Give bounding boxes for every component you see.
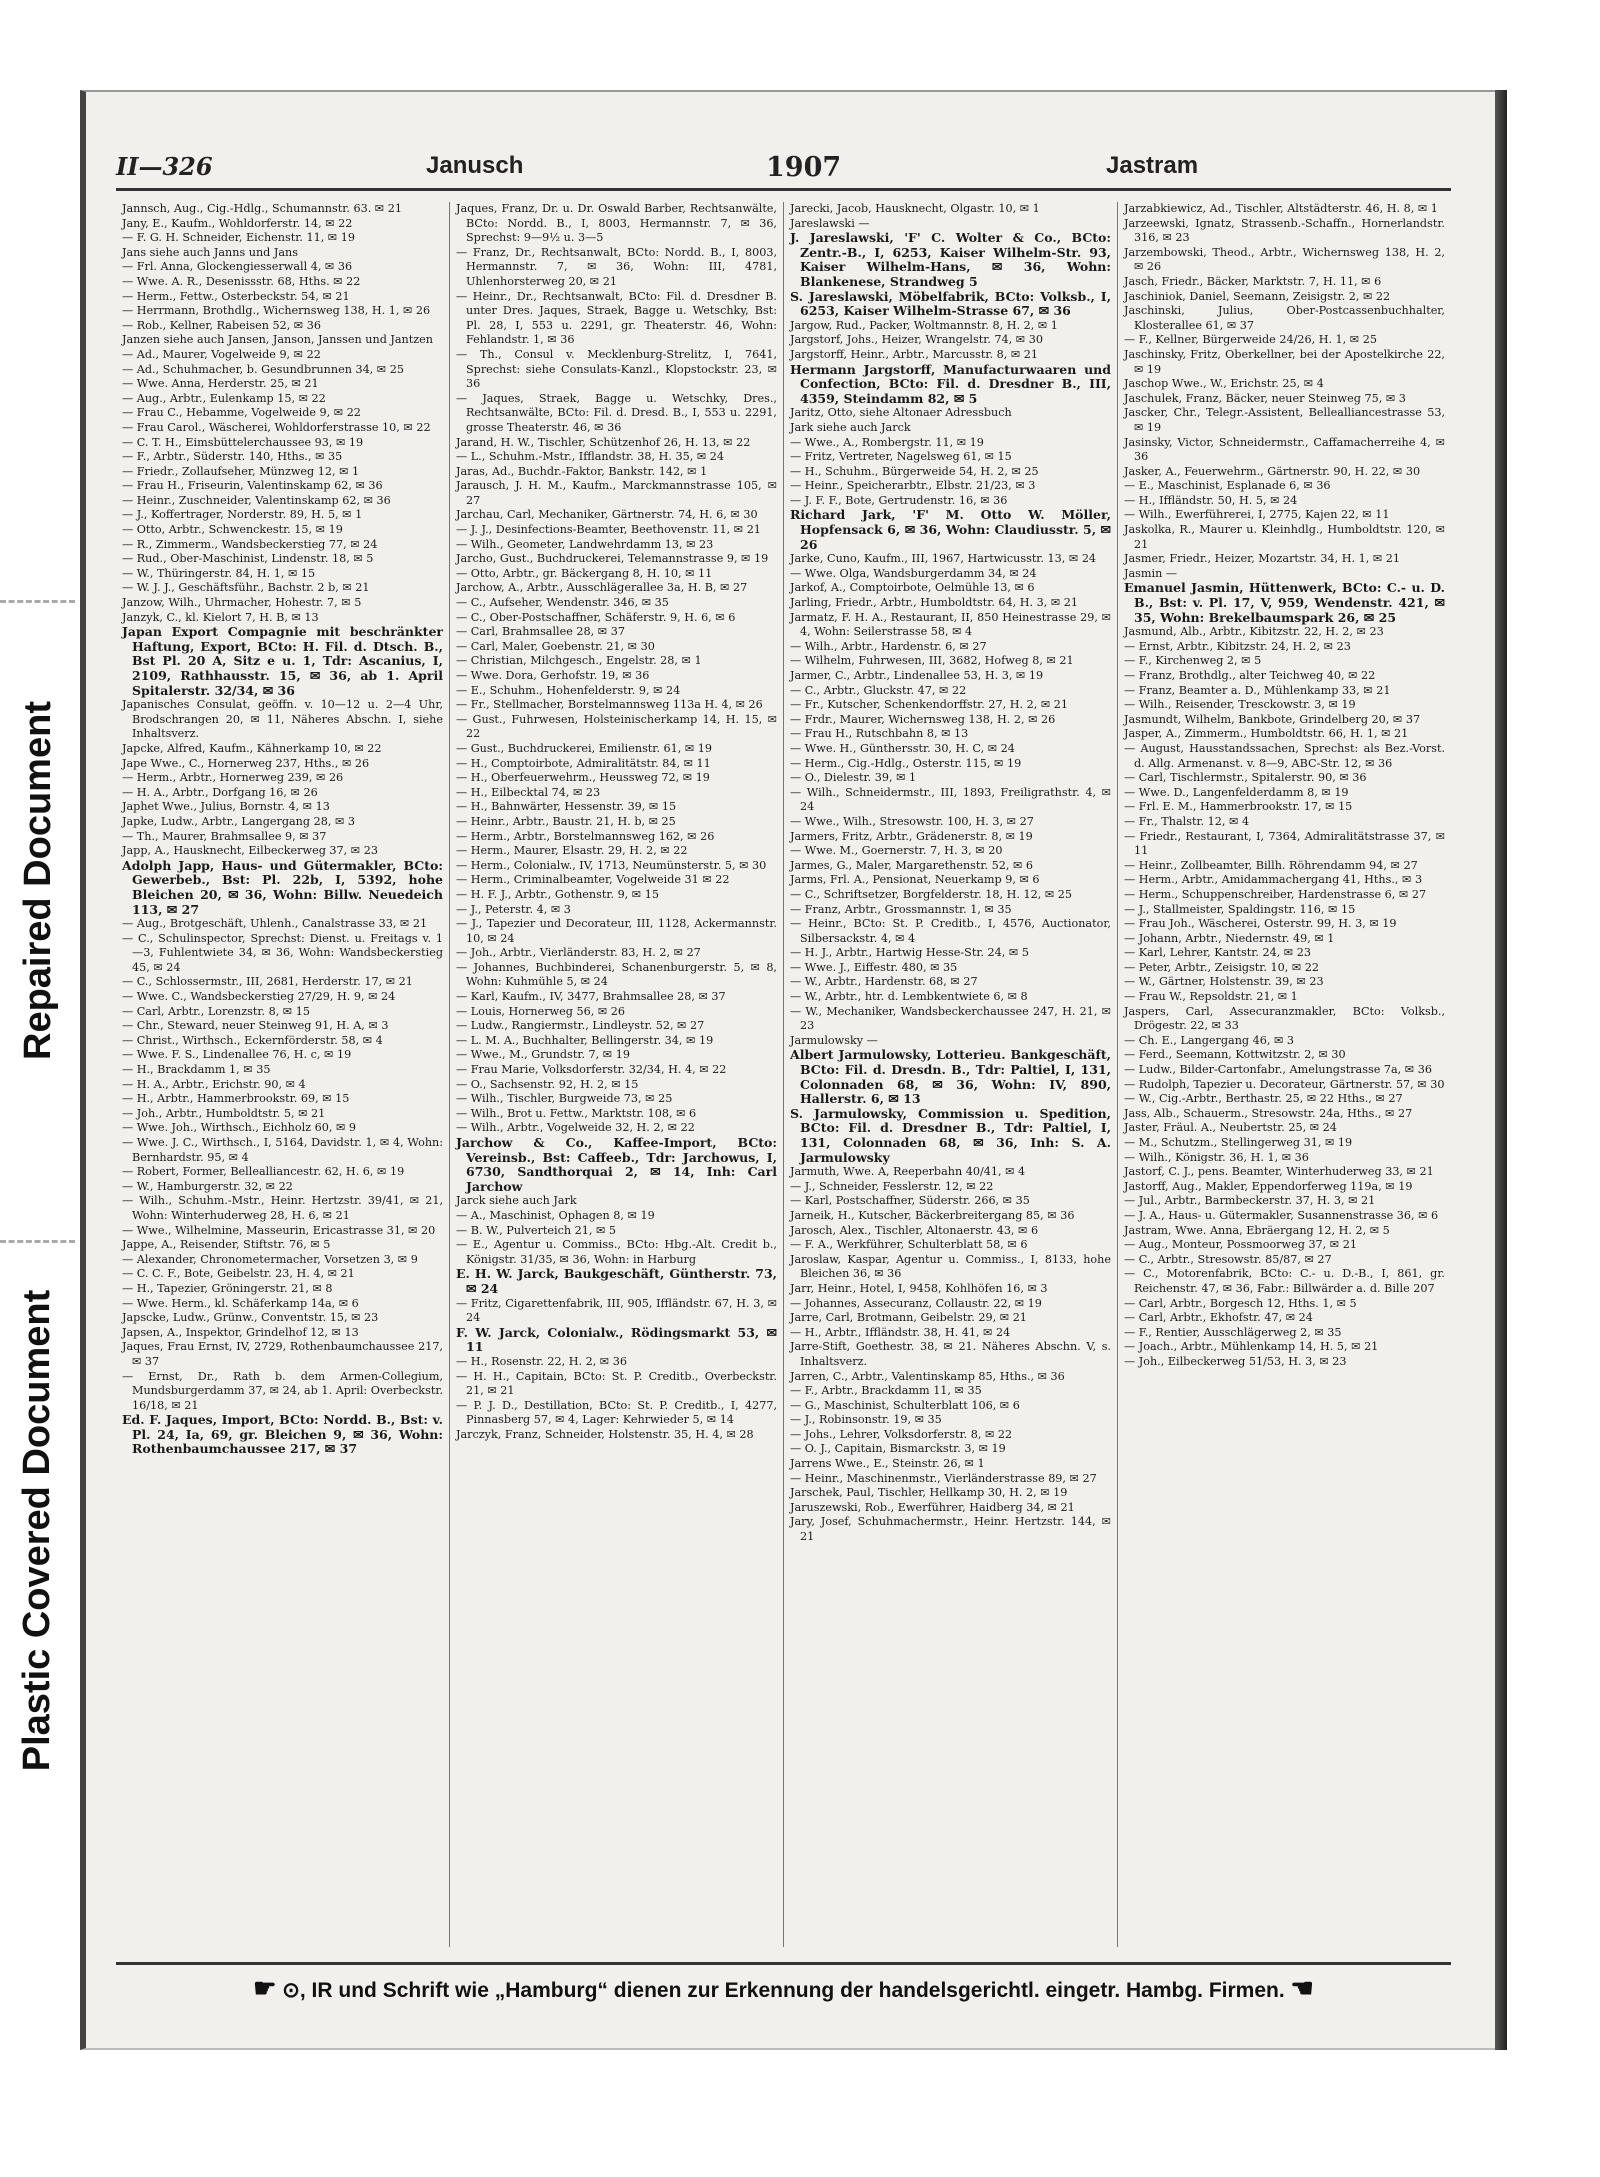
- directory-entry: — Herm., Arbtr., Borstelmannsweg 162, ✉ 26: [456, 829, 715, 843]
- directory-entry: Jaschop Wwe., W., Erichstr. 25, ✉ 4: [1124, 377, 1324, 391]
- directory-entry: — Wwe. Anna, Herderstr. 25, ✉ 21: [122, 377, 319, 391]
- directory-column-4: [1118, 202, 1451, 1947]
- directory-entry: Japscke, Ludw., Grünw., Conventstr. 15, ✉ 23: [122, 1311, 379, 1325]
- directory-entry: — H. H., Capitain, BCto: St. P. Creditb., Overbeckstr. 21, ✉ 21: [456, 1369, 777, 1398]
- directory-entry: — Wilh., Ewerführerei, I, 2775, Kajen 22, ✉ 11: [1124, 508, 1390, 522]
- directory-entry: — Ludw., Bilder-Cartonfabr., Amelungstrasse 7a, ✉ 36: [1124, 1063, 1432, 1077]
- directory-entry: Jarre-Stift, Goethestr. 38, ✉ 21. Näheres Abschn. V, s. Inhaltsverz.: [790, 1340, 1111, 1368]
- directory-entry: — R., Zimmerm., Wandsbeckerstieg 77, ✉ 24: [122, 537, 378, 551]
- directory-entry: — Alexander, Chronometermacher, Vorsetzen 3, ✉ 9: [122, 1252, 418, 1266]
- directory-entry: — F., Arbtr., Süderstr. 140, Hths., ✉ 35: [122, 450, 343, 464]
- directory-entry: Jasmund, Alb., Arbtr., Kibitzstr. 22, H. 2, ✉ 23: [1124, 625, 1384, 639]
- directory-entry: Japan Export Compagnie mit beschränkter Haftung, Export, BCto: H. Fil. d. Dtsch. B., Bst Pl. 20 A, Sitz e u. 1, Tdr: Ascanius, I, 2109, Rathhausstr. 15, ✉ 36, ab 1. April Spitalerstr. 32/34, ✉ 36: [122, 624, 443, 698]
- footer-note: ⊙, IR und Schrift wie „Hamburg“ dienen zur Erkennung der handelsgerichtl. eingetr. Hambg. Firmen.: [282, 1979, 1285, 2002]
- directory-entry: — Wwe. F. S., Lindenallee 76, H. c, ✉ 19: [122, 1048, 352, 1062]
- directory-entry: — Rob., Kellner, Rabeisen 52, ✉ 36: [122, 318, 321, 332]
- directory-entry: — C., Schriftsetzer, Borgfelderstr. 18, H. 12, ✉ 25: [790, 887, 1073, 901]
- directory-entry: — J. J., Desinfections-Beamter, Beethovenstr. 11, ✉ 21: [456, 523, 761, 537]
- page-number: II—326: [116, 152, 213, 181]
- directory-entry: — Th., Maurer, Brahmsallee 9, ✉ 37: [122, 829, 327, 843]
- directory-entry: — Peter, Arbtr., Zeisigstr. 10, ✉ 22: [1124, 960, 1320, 974]
- directory-entry: — Heinr., BCto: St. P. Creditb., I, 4576, Auctionator, Silbersackstr. 4, ✉ 4: [790, 917, 1111, 945]
- directory-entry: Adolph Japp, Haus- und Gütermakler, BCto: Gewerbeb., Bst: Pl. 22b, I, 5392, hohe Bleichen 20, ✉ 36, Wohn: Billw. Neuedeich 113, ✉ 27: [122, 857, 443, 917]
- next-page-edge: [1495, 90, 1507, 2050]
- directory-entry: — Heinr., Zollbeamter, Billh. Röhrendamm 94, ✉ 27: [1124, 858, 1418, 872]
- directory-entry: Jarand, H. W., Tischler, Schützenhof 26, H. 13, ✉ 22: [456, 435, 751, 449]
- directory-entry: — Herm., Arbtr., Hornerweg 239, ✉ 26: [122, 771, 344, 785]
- directory-entry: Jarzembowski, Theod., Arbtr., Wichernsweg 138, H. 2, ✉ 26: [1124, 245, 1445, 274]
- directory-entry: — C., Arbtr., Stresowstr. 85/87, ✉ 27: [1124, 1252, 1332, 1266]
- directory-entry: Jargstorff, Heinr., Arbtr., Marcusstr. 8, ✉ 21: [790, 347, 1039, 361]
- directory-entry: — Wilhelm, Fuhrwesen, III, 3682, Hofweg 8, ✉ 21: [790, 654, 1074, 668]
- directory-entry: — Frdr., Maurer, Wichernsweg 138, H. 2, ✉ 26: [790, 712, 1056, 726]
- directory-entry: — Frau H., Rutschbahn 8, ✉ 13: [790, 727, 969, 741]
- directory-entry: Jarre, Carl, Brotmann, Geibelstr. 29, ✉ 21: [790, 1311, 1027, 1325]
- directory-entry: — Karl, Postschaffner, Süderstr. 266, ✉ 35: [790, 1194, 1030, 1208]
- directory-entry: Ed. F. Jaques, Import, BCto: Nordd. B., Bst: v. Pl. 24, Ia, 69, gr. Bleichen 9, ✉ 36, Wohn: Rothenbaumchaussee 217, ✉ 37: [122, 1412, 443, 1457]
- directory-entry: — Wwe. D., Langenfelderdamm 8, ✉ 19: [1124, 785, 1349, 799]
- directory-entry: S. Jarmulowsky, Commission u. Spedition, BCto: Fil. d. Dresdner B., Tdr: Paltiel, I, 131, Colonnaden 68, ✉ 36, Inh: S. A. Jarmulowsky: [790, 1105, 1111, 1165]
- directory-entry: — M., Schutzm., Stellingerweg 31, ✉ 19: [1124, 1136, 1353, 1149]
- directory-entry: — Herm., Colonialw., IV, 1713, Neumünsterstr. 5, ✉ 30: [456, 858, 767, 872]
- perforation-line-bottom: [0, 1240, 75, 1243]
- directory-entry: — Herm., Cig.-Hdlg., Osterstr. 115, ✉ 19: [790, 756, 1022, 770]
- directory-entry: — Herm., Schuppenschreiber, Hardenstrasse 6, ✉ 27: [1124, 887, 1427, 901]
- directory-entry: — F., Kirchenweg 2, ✉ 5: [1124, 654, 1262, 668]
- directory-entry: — Wwe. H., Günthersstr. 30, H. C, ✉ 24: [790, 741, 1015, 755]
- directory-entry: — C., Arbtr., Gluckstr. 47, ✉ 22: [790, 683, 967, 697]
- directory-entry: Jass, Alb., Schauerm., Stresowstr. 24a, Hths., ✉ 27: [1124, 1106, 1413, 1120]
- directory-entry: — H., Arbtr., Hammerbrookstr. 69, ✉ 15: [122, 1092, 350, 1106]
- directory-entry: Jaques, Franz, Dr. u. Dr. Oswald Barber, Rechtsanwälte, BCto: Nordd. B., I, 8003, Hermannstr. 7, ✉ 36, Sprechst: 9—9½ u. 3—5: [456, 202, 777, 245]
- directory-entry: — Johannes, Assecuranz, Collaustr. 22, ✉ 19: [790, 1296, 1042, 1310]
- directory-entry: — C. C. F., Bote, Geibelstr. 23, H. 4, ✉ 21: [122, 1267, 355, 1281]
- directory-entry: — Gust., Fuhrwesen, Holsteinischerkamp 14, H. 15, ✉ 22: [456, 712, 777, 741]
- directory-entry: — Frau Joh., Wäscherei, Osterstr. 99, H. 3, ✉ 19: [1124, 917, 1397, 931]
- directory-entry: Jasmer, Friedr., Heizer, Mozartstr. 34, H. 1, ✉ 21: [1124, 552, 1400, 566]
- directory-entry: — O. J., Capitain, Bismarckstr. 3, ✉ 19: [790, 1442, 1006, 1456]
- directory-entry: — Carl, Tischlermstr., Spitalerstr. 90, ✉ 36: [1124, 771, 1367, 785]
- directory-entry: — Aug., Monteur, Possmoorweg 37, ✉ 21: [1124, 1238, 1357, 1252]
- directory-entry: — Friedr., Restaurant, I, 7364, Admiralitätstrasse 37, ✉ 11: [1124, 829, 1445, 858]
- directory-entry: — Karl, Kaufm., IV, 3477, Brahmsallee 28, ✉ 37: [456, 990, 726, 1004]
- directory-entry: Jarmuth, Wwe. A, Reeperbahn 40/41, ✉ 4: [790, 1165, 1026, 1179]
- page-header: [116, 152, 1436, 188]
- directory-column-2: [450, 202, 784, 1947]
- directory-entry: — O., Dielestr. 39, ✉ 1: [790, 771, 917, 785]
- directory-entry: — H. A., Arbtr., Dorfgang 16, ✉ 26: [122, 785, 318, 799]
- directory-entry: — Heinr., Maschinenmstr., Vierländerstrasse 89, ✉ 27: [790, 1471, 1097, 1485]
- directory-entry: Jargow, Rud., Packer, Woltmannstr. 8, H. 2, ✉ 1: [790, 318, 1058, 332]
- directory-entry: Jarczyk, Franz, Schneider, Holstenstr. 35, H. 4, ✉ 28: [456, 1427, 754, 1441]
- directory-entry: — Karl, Lehrer, Kantstr. 24, ✉ 23: [1124, 946, 1311, 960]
- directory-entry: Jarneik, H., Kutscher, Bäckerbreitergang 85, ✉ 36: [790, 1208, 1075, 1222]
- directory-entry: Albert Jarmulowsky, Lotterieu. Bankgeschäft, BCto: Fil. d. Dresdn. B., Tdr: Paltiel, I, 131, Colonnaden 68, ✉ 36, Wohn: IV, 890, Hallerstr. 6, ✉ 13: [790, 1047, 1111, 1107]
- directory-entry: — Heinr., Arbtr., Baustr. 21, H. b, ✉ 25: [456, 814, 676, 828]
- directory-entry: — P. J. D., Destillation, BCto: St. P. Creditb., I, 4277, Pinnasberg 57, ✉ 4, Lager: Kehrwieder 5, ✉ 14: [456, 1398, 777, 1427]
- directory-entry: Japsen, A., Inspektor, Grindelhof 12, ✉ 13: [122, 1325, 359, 1339]
- directory-entry: Japanisches Consulat, geöffn. v. 10—12 u. 2—4 Uhr, Brodschrangen 20, ✉ 11, Näheres Abschn. I, siehe Inhaltsverz.: [122, 698, 443, 741]
- directory-entry: — H., Tapezier, Gröningerstr. 21, ✉ 8: [122, 1281, 333, 1295]
- directory-entry: — H., Rosenstr. 22, H. 2, ✉ 36: [456, 1354, 627, 1368]
- page-footer: [116, 1962, 1451, 2013]
- directory-entry: — Friedr., Zollaufseher, Münzweg 12, ✉ 1: [122, 464, 360, 478]
- directory-entry: Japcke, Alfred, Kaufm., Kähnerkamp 10, ✉ 22: [122, 741, 382, 755]
- directory-entry: Jarzeewski, Ignatz, Strassenb.-Schaffn., Hornerlandstr. 316, ✉ 23: [1124, 216, 1445, 245]
- plastic-covered-document-text: Plastic Covered Document: [16, 1289, 59, 1771]
- directory-entry: — Carl, Arbtr., Ekhofstr. 47, ✉ 24: [1124, 1311, 1313, 1325]
- directory-entry: — Wilh., Brot u. Fettw., Marktstr. 108, ✉ 6: [456, 1106, 697, 1120]
- directory-entry: — J. A., Haus- u. Gütermakler, Susannenstrasse 36, ✉ 6: [1124, 1208, 1439, 1222]
- directory-entry: — Aug., Brotgeschäft, Uhlenh., Canalstrasse 33, ✉ 21: [122, 917, 428, 931]
- directory-entry: — Ad., Schuhmacher, b. Gesundbrunnen 34, ✉ 25: [122, 362, 404, 376]
- directory-entry: Jaschiniok, Daniel, Seemann, Zeisigstr. 2, ✉ 22: [1124, 289, 1391, 303]
- directory-entry: Jaschinsky, Fritz, Oberkellner, bei der Apostelkirche 22, ✉ 19: [1124, 347, 1445, 376]
- directory-entry: — Ad., Maurer, Vogelweide 9, ✉ 22: [122, 347, 321, 361]
- directory-entry: J. Jareslawski, 'F' C. Wolter & Co., BCto: Zentr.-B., I, 6253, Kaiser Wilhelm-Str. 93, Kaiser Wilhelm-Hans, ✉ 36, Wohn: Blankenese, Strandweg 5: [790, 230, 1111, 289]
- directory-entry: — Jul., Arbtr., Barmbeckerstr. 37, H. 3, ✉ 21: [1124, 1194, 1376, 1208]
- directory-entry: — F., Arbtr., Brackdamm 11, ✉ 35: [790, 1384, 982, 1398]
- directory-entry: — Wwe. Dora, Gerhofstr. 19, ✉ 36: [456, 669, 650, 682]
- repaired-document-label: [8, 600, 68, 1160]
- directory-entry: Jarling, Friedr., Arbtr., Humboldtstr. 64, H. 3, ✉ 21: [790, 596, 1079, 610]
- directory-entry: S. Jareslawski, Möbelfabrik, BCto: Volksb., I, 6253, Kaiser Wilhelm-Strasse 67, ✉ 36: [790, 288, 1111, 319]
- directory-entry: Jarchow & Co., Kaffee-Import, BCto: Vereinsb., Bst: Caffeeb., Tdr: Jarchowus, I, 6730, Sandthorquai 2, ✉ 14, Inh: Carl Jarchow: [456, 1135, 777, 1194]
- directory-entry: — Ernst, Dr., Rath b. dem Armen-Collegium, Mundsburgerdamm 37, ✉ 24, ab 1. April: Overbeckstr. 16/18, ✉ 21: [122, 1369, 443, 1412]
- directory-entry: — W., Gärtner, Holstenstr. 39, ✉ 23: [1124, 975, 1324, 989]
- directory-entry: — W., Arbtr., Hardenstr. 68, ✉ 27: [790, 975, 978, 989]
- directory-entry: — Fr., Kutscher, Schenkendorffstr. 27, H. 2, ✉ 21: [790, 698, 1069, 712]
- directory-entry: Jarmers, Fritz, Arbtr., Grädenerstr. 8, ✉ 19: [790, 829, 1033, 843]
- directory-entry: — Fr., Stellmacher, Borstelmannsweg 113a H. 4, ✉ 26: [456, 698, 763, 712]
- directory-entry: — Heinr., Speicherarbtr., Elbstr. 21/23, ✉ 3: [790, 479, 1036, 493]
- directory-entry: — J. F. F., Bote, Gertrudenstr. 16, ✉ 36: [790, 493, 1008, 507]
- directory-entry: — H. F. J., Arbtr., Gothenstr. 9, ✉ 15: [456, 887, 659, 901]
- directory-entry: — C., Schlossermstr., III, 2681, Herderstr. 17, ✉ 21: [122, 975, 413, 989]
- directory-entry: — F. G. H. Schneider, Eichenstr. 11, ✉ 19: [122, 231, 355, 245]
- directory-entry: — Rud., Ober-Maschinist, Lindenstr. 18, ✉ 5: [122, 552, 374, 566]
- directory-entry: — Joh., Arbtr., Vierländerstr. 83, H. 2, ✉ 27: [456, 946, 701, 960]
- directory-entry: — Rudolph, Tapezier u. Decorateur, Gärtnerstr. 57, ✉ 30: [1124, 1077, 1445, 1091]
- directory-entry: Jaques, Frau Ernst, IV, 2729, Rothenbaumchaussee 217, ✉ 37: [122, 1340, 443, 1368]
- directory-entry: — H., Comptoirbote, Admiralitätstr. 84, ✉ 11: [456, 756, 711, 770]
- header-right-word: Jastram: [1106, 152, 1199, 179]
- directory-entry: Jark siehe auch Jarck: [790, 420, 911, 434]
- directory-entry: Jasinsky, Victor, Schneidermstr., Caffamacherreihe 4, ✉ 36: [1124, 435, 1445, 464]
- directory-entry: — O., Sachsenstr. 92, H. 2, ✉ 15: [456, 1077, 639, 1091]
- directory-entry: — Joh., Eilbeckerweg 51/53, H. 3, ✉ 23: [1124, 1354, 1347, 1368]
- directory-entry: — Frau W., Repsoldstr. 21, ✉ 1: [1124, 990, 1298, 1004]
- directory-entry: — Carl, Maler, Goebenstr. 21, ✉ 30: [456, 639, 655, 653]
- directory-entry: Jaroslaw, Kaspar, Agentur u. Commiss., I, 8133, hohe Bleichen 36, ✉ 36: [790, 1252, 1111, 1281]
- directory-entry: Jarmes, G., Maler, Margarethenstr. 52, ✉ 6: [790, 858, 1034, 872]
- directory-entry: — Carl, Arbtr., Lorenzstr. 8, ✉ 15: [122, 1004, 310, 1018]
- directory-entry: Jarzabkiewicz, Ad., Tischler, Altstädterstr. 46, H. 8, ✉ 1: [1124, 202, 1438, 215]
- directory-entry: — Wwe., M., Grundstr. 7, ✉ 19: [456, 1048, 630, 1062]
- directory-entry: E. H. W. Jarck, Baukgeschäft, Güntherstr. 73, ✉ 24: [456, 1266, 777, 1296]
- directory-entry: Jastram, Wwe. Anna, Ebräergang 12, H. 2, ✉ 5: [1124, 1223, 1390, 1237]
- directory-entry: Jaskolka, R., Maurer u. Kleinhdlg., Humboldtstr. 120, ✉ 21: [1124, 523, 1445, 551]
- directory-entry: — Joach., Arbtr., Mühlenkamp 14, H. 5, ✉ 21: [1124, 1340, 1379, 1354]
- directory-entry: — Robert, Former, Bellealliancestr. 62, H. 6, ✉ 19: [122, 1165, 405, 1179]
- directory-entry: — H., Schuhm., Bürgerweide 54, H. 2, ✉ 25: [790, 464, 1039, 478]
- directory-entry: Jappe, A., Reisender, Stiftstr. 76, ✉ 5: [122, 1238, 331, 1252]
- directory-columns: [116, 202, 1451, 1947]
- directory-entry: Jary, Josef, Schuhmachermstr., Heinr. Hertzstr. 144, ✉ 21: [790, 1515, 1111, 1544]
- pointing-hand-left-icon: ☚: [1290, 1973, 1314, 2003]
- directory-entry: — Louis, Hornerweg 56, ✉ 26: [456, 1004, 625, 1018]
- directory-entry: — J., Robinsonstr. 19, ✉ 35: [790, 1413, 942, 1427]
- directory-entry: — Wwe., Wilhelmine, Masseurin, Ericastrasse 31, ✉ 20: [122, 1223, 436, 1237]
- directory-entry: — E., Maschinist, Esplanade 6, ✉ 36: [1124, 479, 1331, 493]
- directory-entry: — W. J. J., Geschäftsführ., Bachstr. 2 b, ✉ 21: [122, 581, 370, 595]
- directory-entry: — Wwe. J., Eiffestr. 480, ✉ 35: [790, 960, 958, 974]
- directory-entry: Janzyk, C., kl. Kielort 7, H. B, ✉ 13: [122, 610, 319, 624]
- directory-entry: — Gust., Buchdruckerei, Emilienstr. 61, ✉ 19: [456, 741, 713, 755]
- directory-entry: — Wilh., Königstr. 36, H. 1, ✉ 36: [1124, 1150, 1309, 1164]
- directory-entry: — Franz, Beamter a. D., Mühlenkamp 33, ✉ 21: [1124, 683, 1391, 697]
- directory-entry: — Carl, Arbtr., Borgesch 12, Hths. 1, ✉ 5: [1124, 1296, 1357, 1310]
- directory-entry: Jarms, Frl. A., Pensionat, Neuerkamp 9, ✉ 6: [790, 873, 1040, 887]
- directory-entry: Jasper, A., Zimmerm., Humboldtstr. 66, H. 1, ✉ 21: [1124, 727, 1409, 741]
- directory-entry: Jareslawski —: [790, 216, 870, 230]
- repaired-document-text: Repaired Document: [16, 700, 59, 1060]
- directory-entry: Jany, E., Kaufm., Wohldorferstr. 14, ✉ 22: [122, 216, 353, 230]
- directory-entry: — August, Hausstandssachen, Sprechst: als Bez.-Vorst. d. Allg. Armenanst. v. 8—9, ABC-Str. 12, ✉ 36: [1124, 741, 1445, 770]
- directory-entry: — Fr., Thalstr. 12, ✉ 4: [1124, 814, 1250, 828]
- directory-entry: — Wwe. M., Goernerstr. 7, H. 3, ✉ 20: [790, 844, 1003, 858]
- directory-entry: Jaspers, Carl, Assecuranzmakler, BCto: Volksb., Drögestr. 22, ✉ 33: [1124, 1004, 1445, 1033]
- directory-entry: — Ludw., Rangiermstr., Lindleystr. 52, ✉ 27: [456, 1019, 705, 1033]
- directory-entry: Jarschek, Paul, Tischler, Hellkamp 30, H. 2, ✉ 19: [790, 1486, 1068, 1500]
- directory-entry: — Heinr., Zuschneider, Valentinskamp 62, ✉ 36: [122, 493, 391, 507]
- directory-entry: — C., Aufseher, Wendenstr. 346, ✉ 35: [456, 596, 669, 610]
- directory-entry: Jarcho, Gust., Buchdruckerei, Telemannstrasse 9, ✉ 19: [456, 552, 769, 566]
- directory-entry: — W., Thüringerstr. 84, H. 1, ✉ 15: [122, 566, 316, 580]
- directory-entry: Jarmulowsky —: [790, 1033, 878, 1047]
- directory-entry: — Heinr., Dr., Rechtsanwalt, BCto: Fil. d. Dresdner B. unter Dres. Jaques, Straek, Bagge u. Wetschky, Bst: Pl. 28, I, 553 u. 2291, gr. Theaterstr. 46, Wohn: Fehlandstr. 1, ✉ 36: [456, 289, 777, 347]
- directory-entry: Jasker, A., Feuerwehrm., Gärtnerstr. 90, H. 22, ✉ 30: [1124, 464, 1421, 478]
- directory-entry: — C., Schulinspector, Sprechst: Dienst. u. Freitags v. 1—3, Fuhlentwiete 34, ✉ 36, Wohn: Wandsbeckerstieg 45, ✉ 24: [122, 931, 443, 974]
- directory-entry: — W., Arbtr., htr. d. Lembkentwiete 6, ✉ 8: [790, 990, 1028, 1004]
- directory-entry: Jasch, Friedr., Bäcker, Marktstr. 7, H. 11, ✉ 6: [1124, 274, 1382, 288]
- directory-entry: — J., Stallmeister, Spaldingstr. 116, ✉ 15: [1124, 902, 1356, 916]
- directory-entry: — Christ., Wirthsch., Eckernförderstr. 58, ✉ 4: [122, 1033, 383, 1047]
- directory-entry: Jarosch, Alex., Tischler, Altonaerstr. 43, ✉ 6: [790, 1223, 1039, 1237]
- directory-entry: — H. J., Arbtr., Hartwig Hesse-Str. 24, ✉ 5: [790, 946, 1029, 960]
- directory-entry: — H., Eilbecktal 74, ✉ 23: [456, 785, 601, 799]
- directory-entry: — W., Mechaniker, Wandsbeckerchaussee 247, H. 21, ✉ 23: [790, 1004, 1111, 1033]
- directory-entry: Jaritz, Otto, siehe Altonaer Adressbuch: [790, 406, 1012, 420]
- directory-entry: — Herrmann, Brothdlg., Wichernsweg 138, H. 1, ✉ 26: [122, 304, 431, 318]
- directory-entry: Jarren, C., Arbtr., Valentinskamp 85, Hths., ✉ 36: [790, 1369, 1065, 1383]
- directory-entry: Jarrens Wwe., E., Steinstr. 26, ✉ 1: [790, 1457, 985, 1471]
- directory-entry: — Herm., Criminalbeamter, Vogelweide 31 ✉ 22: [456, 873, 730, 887]
- directory-entry: — J., Schneider, Fesslerstr. 12, ✉ 22: [790, 1179, 994, 1193]
- directory-entry: — Wwe. A. R., Desenissstr. 68, Hths. ✉ 22: [122, 274, 361, 288]
- directory-entry: — Joh., Arbtr., Humboldtstr. 5, ✉ 21: [122, 1106, 326, 1120]
- plastic-covered-document-label: [8, 1250, 68, 1810]
- directory-entry: Jarkof, A., Comptoirbote, Oelmühle 13, ✉ 6: [790, 581, 1035, 595]
- directory-entry: — B. W., Pulverteich 21, ✉ 5: [456, 1223, 617, 1237]
- directory-entry: — Carl, Brahmsallee 28, ✉ 37: [456, 625, 625, 639]
- directory-entry: Jarchow, A., Arbtr., Ausschlägerallee 3a, H. B, ✉ 27: [456, 581, 748, 595]
- directory-entry: — Wilh., Arbtr., Hardenstr. 6, ✉ 27: [790, 639, 987, 653]
- directory-entry: — Wwe. Joh., Wirthsch., Eichholz 60, ✉ 9: [122, 1121, 357, 1135]
- directory-entry: — Frau Marie, Volksdorferstr. 32/34, H. 4, ✉ 22: [456, 1063, 727, 1077]
- directory-entry: — F. A., Werkführer, Schulterblatt 58, ✉ 6: [790, 1238, 1028, 1252]
- directory-entry: — H., Arbtr., Iffländstr. 38, H. 41, ✉ 24: [790, 1325, 1011, 1339]
- directory-entry: Janzow, Wilh., Uhrmacher, Hohestr. 7, ✉ 5: [122, 596, 362, 610]
- header-left-word: Janusch: [426, 152, 524, 179]
- directory-entry: — L., Schuhm.-Mstr., Ifflandstr. 38, H. 35, ✉ 24: [456, 450, 724, 464]
- directory-entry: — E., Agentur u. Commiss., BCto: Hbg.-Alt. Credit b., Königstr. 31/35, ✉ 36, Wohn: in Harburg: [456, 1238, 777, 1266]
- directory-entry: — Fritz, Vertreter, Nagelsweg 61, ✉ 15: [790, 450, 1012, 464]
- directory-entry: — Wwe. J. C., Wirthsch., I, 5164, Davidstr. 1, ✉ 4, Wohn: Bernhardstr. 95, ✉ 4: [122, 1136, 443, 1164]
- header-rule: [116, 188, 1451, 191]
- pointing-hand-right-icon: ☛: [253, 1973, 277, 2003]
- directory-entry: — Herm., Fettw., Osterbeckstr. 54, ✉ 21: [122, 289, 350, 303]
- directory-entry: — Wwe., Wilh., Stresowstr. 100, H. 3, ✉ 27: [790, 814, 1034, 828]
- directory-entry: Jaschulek, Franz, Bäcker, neuer Steinweg 75, ✉ 3: [1124, 391, 1406, 405]
- directory-entry: Richard Jark, 'F' M. Otto W. Möller, Hopfensack 6, ✉ 36, Wohn: Claudiusstr. 5, ✉ 26: [790, 507, 1111, 552]
- directory-entry: — Wilh., Reisender, Tresckowstr. 3, ✉ 19: [1124, 698, 1356, 712]
- directory-entry: Jaschinski, Julius, Ober-Postcassenbuchhalter, Klosterallee 61, ✉ 37: [1124, 304, 1445, 332]
- directory-entry: — Aug., Arbtr., Eulenkamp 15, ✉ 22: [122, 391, 326, 405]
- directory-entry: Jarchau, Carl, Mechaniker, Gärtnerstr. 74, H. 6, ✉ 30: [456, 508, 758, 522]
- directory-entry: — J., Tapezier und Decorateur, III, 1128, Ackermannstr. 10, ✉ 24: [456, 917, 777, 945]
- directory-entry: Jarmer, C., Arbtr., Lindenallee 53, H. 3, ✉ 19: [790, 669, 1044, 682]
- directory-entry: — J., Koffertrager, Norderstr. 89, H. 5, ✉ 1: [122, 508, 363, 522]
- directory-entry: — Wilh., Geometer, Landwehrdamm 13, ✉ 23: [456, 537, 714, 551]
- directory-entry: Jape Wwe., C., Hornerweg 237, Hths., ✉ 26: [122, 756, 370, 770]
- directory-entry: — C., Ober-Postschaffner, Schäferstr. 9, H. 6, ✉ 6: [456, 610, 736, 624]
- directory-entry: — H. A., Arbtr., Erichstr. 90, ✉ 4: [122, 1077, 306, 1091]
- directory-entry: Hermann Jargstorff, Manufacturwaaren und Confection, BCto: Fil. d. Dresdner B., III, 4359, Steindamm 82, ✉ 5: [790, 361, 1111, 406]
- directory-entry: — Fritz, Cigarettenfabrik, III, 905, Iffländstr. 67, H. 3, ✉ 24: [456, 1296, 777, 1325]
- directory-entry: Jaras, Ad., Buchdr.-Faktor, Bankstr. 142, ✉ 1: [456, 464, 708, 478]
- directory-entry: — Frau C., Hebamme, Vogelweide 9, ✉ 22: [122, 406, 361, 420]
- directory-entry: — Wilh., Schneidermstr., III, 1893, Freiligrathstr. 4, ✉ 24: [790, 785, 1111, 814]
- directory-entry: Japke, Ludw., Arbtr., Langergang 28, ✉ 3: [122, 814, 355, 828]
- directory-column-3: [784, 202, 1118, 1947]
- directory-entry: — C., Motorenfabrik, BCto: C.- u. D.-B., I, 861, gr. Reichenstr. 47, ✉ 36, Fabr.: Billwärder a. d. Bille 207: [1124, 1267, 1445, 1295]
- directory-entry: — Wilh., Tischler, Burgweide 73, ✉ 25: [456, 1092, 673, 1106]
- directory-entry: Jarke, Cuno, Kaufm., III, 1967, Hartwicusstr. 13, ✉ 24: [790, 552, 1097, 566]
- directory-entry: — F., Kellner, Bürgerweide 24/26, H. 1, ✉ 25: [1124, 333, 1377, 347]
- directory-entry: — Chr., Steward, neuer Steinweg 91, H. A, ✉ 3: [122, 1019, 389, 1033]
- directory-entry: — J., Peterstr. 4, ✉ 3: [456, 902, 571, 916]
- directory-entry: Japhet Wwe., Julius, Bornstr. 4, ✉ 13: [122, 800, 330, 814]
- directory-page: [80, 90, 1495, 2050]
- directory-entry: Jasmin —: [1124, 566, 1178, 580]
- directory-entry: — Johs., Lehrer, Volksdorferstr. 8, ✉ 22: [790, 1427, 1013, 1441]
- directory-entry: — H., Oberfeuerwehrm., Heussweg 72, ✉ 19: [456, 771, 710, 785]
- directory-entry: — Johann, Arbtr., Niedernstr. 49, ✉ 1: [1124, 931, 1335, 945]
- directory-entry: Jarmatz, F. H. A., Restaurant, II, 850 Heinestrasse 29, ✉ 4, Wohn: Seilerstrasse 58, ✉ 4: [790, 610, 1111, 639]
- header-year: 1907: [766, 152, 842, 183]
- directory-entry: — Franz, Arbtr., Grossmannstr. 1, ✉ 35: [790, 902, 1012, 916]
- directory-entry: — H., Bahnwärter, Hessenstr. 39, ✉ 15: [456, 800, 677, 814]
- directory-entry: — A., Maschinist, Ophagen 8, ✉ 19: [456, 1208, 655, 1222]
- directory-entry: Jannsch, Aug., Cig.-Hdlg., Schumannstr. 63. ✉ 21: [122, 202, 402, 215]
- directory-entry: — Frl. E. M., Hammerbrookstr. 17, ✉ 15: [1124, 800, 1353, 814]
- directory-entry: — Herm., Arbtr., Amidammachergang 41, Hths., ✉ 3: [1124, 873, 1423, 887]
- directory-entry: — Ch. E., Langergang 46, ✉ 3: [1124, 1033, 1295, 1047]
- directory-entry: — L. M. A., Buchhalter, Bellingerstr. 34, ✉ 19: [456, 1033, 714, 1047]
- directory-entry: — Wwe., A., Rombergstr. 11, ✉ 19: [790, 435, 984, 449]
- directory-entry: — Wilh., Arbtr., Vogelweide 32, H. 2, ✉ 22: [456, 1121, 695, 1135]
- directory-entry: — Herm., Maurer, Elsastr. 29, H. 2, ✉ 22: [456, 844, 688, 858]
- directory-entry: — Wwe. Olga, Wandsburgerdamm 34, ✉ 24: [790, 566, 1037, 580]
- directory-entry: F. W. Jarck, Colonialw., Rödingsmarkt 53, ✉ 11: [456, 1324, 777, 1355]
- directory-entry: Jasmundt, Wilhelm, Bankbote, Grindelberg 20, ✉ 37: [1124, 712, 1421, 726]
- directory-entry: — Otto, Arbtr., gr. Bäckergang 8, H. 10, ✉ 11: [456, 566, 713, 580]
- directory-entry: Jarausch, J. H. M., Kaufm., Marckmannstrasse 105, ✉ 27: [456, 479, 777, 507]
- directory-entry: Jarr, Heinr., Hotel, I, 9458, Kohlhöfen 16, ✉ 3: [790, 1281, 1048, 1295]
- directory-entry: — H., Iffländstr. 50, H. 5, ✉ 24: [1124, 493, 1298, 507]
- directory-entry: — Otto, Arbtr., Schwenckestr. 15, ✉ 19: [122, 523, 343, 537]
- directory-entry: — W., Hamburgerstr. 32, ✉ 22: [122, 1179, 293, 1193]
- directory-entry: — Johannes, Buchbinderei, Schanenburgerstr. 5, ✉ 8, Wohn: Kuhmühle 5, ✉ 24: [456, 960, 777, 989]
- directory-entry: — Ernst, Arbtr., Kibitzstr. 24, H. 2, ✉ 23: [1124, 639, 1351, 653]
- directory-entry: — C. T. H., Eimsbüttelerchaussee 93, ✉ 19: [122, 435, 364, 449]
- directory-entry: Jastorf, C. J., pens. Beamter, Winterhuderweg 33, ✉ 21: [1124, 1165, 1434, 1179]
- directory-entry: — Th., Consul v. Mecklenburg-Strelitz, I, 7641, Sprechst: siehe Consulats-Kanzl., Klopstockstr. 23, ✉ 36: [456, 347, 777, 391]
- directory-entry: — Wilh., Schuhm.-Mstr., Heinr. Hertzstr. 39/41, ✉ 21, Wohn: Winterhuderweg 28, H. 6, ✉ 21: [122, 1194, 443, 1222]
- directory-entry: — Jaques, Straek, Bagge u. Wetschky, Dres., Rechtsanwälte, BCto: Fil. d. Dresd. B., I, 553 u. 2291, grosse Theaterstr. 46, ✉ 36: [456, 391, 777, 434]
- directory-entry: — Franz, Brothdlg., alter Teichweg 40, ✉ 22: [1124, 669, 1376, 682]
- directory-entry: — Frau H., Friseurin, Valentinskamp 62, ✉ 36: [122, 479, 383, 493]
- directory-entry: — Wwe. C., Wandsbeckerstieg 27/29, H. 9, ✉ 24: [122, 990, 396, 1004]
- directory-entry: — Wwe. Herm., kl. Schäferkamp 14a, ✉ 6: [122, 1296, 359, 1310]
- directory-entry: Jaster, Fräul. A., Neubertstr. 25, ✉ 24: [1124, 1121, 1337, 1135]
- directory-entry: — Frau Carol., Wäscherei, Wohldorferstrasse 10, ✉ 22: [122, 420, 431, 434]
- directory-entry: — Christian, Milchgesch., Engelstr. 28, ✉ 1: [456, 654, 702, 668]
- directory-entry: — E., Schuhm., Hohenfelderstr. 9, ✉ 24: [456, 683, 681, 697]
- directory-entry: Jarecki, Jacob, Hausknecht, Olgastr. 10, ✉ 1: [790, 202, 1040, 215]
- directory-entry: Jaruszewski, Rob., Ewerführer, Haidberg 34, ✉ 21: [790, 1500, 1075, 1514]
- directory-entry: — G., Maschinist, Schulterblatt 106, ✉ 6: [790, 1398, 1020, 1412]
- directory-entry: — W., Cig.-Arbtr., Berthastr. 25, ✉ 22 Hths., ✉ 27: [1124, 1092, 1403, 1106]
- directory-entry: — Frl. Anna, Glockengiesserwall 4, ✉ 36: [122, 260, 353, 274]
- directory-entry: — H., Brackdamm 1, ✉ 35: [122, 1063, 271, 1077]
- directory-entry: — F., Rentier, Ausschlägerweg 2, ✉ 35: [1124, 1325, 1342, 1339]
- directory-column-1: [116, 202, 450, 1947]
- directory-entry: Jarck siehe auch Jark: [456, 1194, 577, 1208]
- directory-entry: Japp, A., Hausknecht, Eilbeckerweg 37, ✉ 23: [122, 844, 378, 858]
- directory-entry: Jastorff, Aug., Makler, Eppendorferweg 119a, ✉ 19: [1124, 1179, 1413, 1193]
- directory-entry: Jascker, Chr., Telegr.-Assistent, Bellealliancestrasse 53, ✉ 19: [1124, 406, 1445, 434]
- directory-entry: Jans siehe auch Janns und Jans: [122, 245, 298, 259]
- directory-entry: — Ferd., Seemann, Kottwitzstr. 2, ✉ 30: [1124, 1048, 1346, 1062]
- directory-entry: Jargstorf, Johs., Heizer, Wrangelstr. 74, ✉ 30: [790, 333, 1043, 347]
- directory-entry: Emanuel Jasmin, Hüttenwerk, BCto: C.- u. D. B., Bst: v. Pl. 17, V, 959, Wendenstr. 421, ✉ 35, Wohn: Brekelbaumspark 26, ✉ 25: [1124, 580, 1445, 625]
- directory-entry: — Franz, Dr., Rechtsanwalt, BCto: Nordd. B., I, 8003, Hermannstr. 7, ✉ 36, Wohn: III, 4781, Uhlenhorsterweg 20, ✉ 21: [456, 245, 777, 288]
- directory-entry: Janzen siehe auch Jansen, Janson, Janssen und Jantzen: [122, 333, 433, 347]
